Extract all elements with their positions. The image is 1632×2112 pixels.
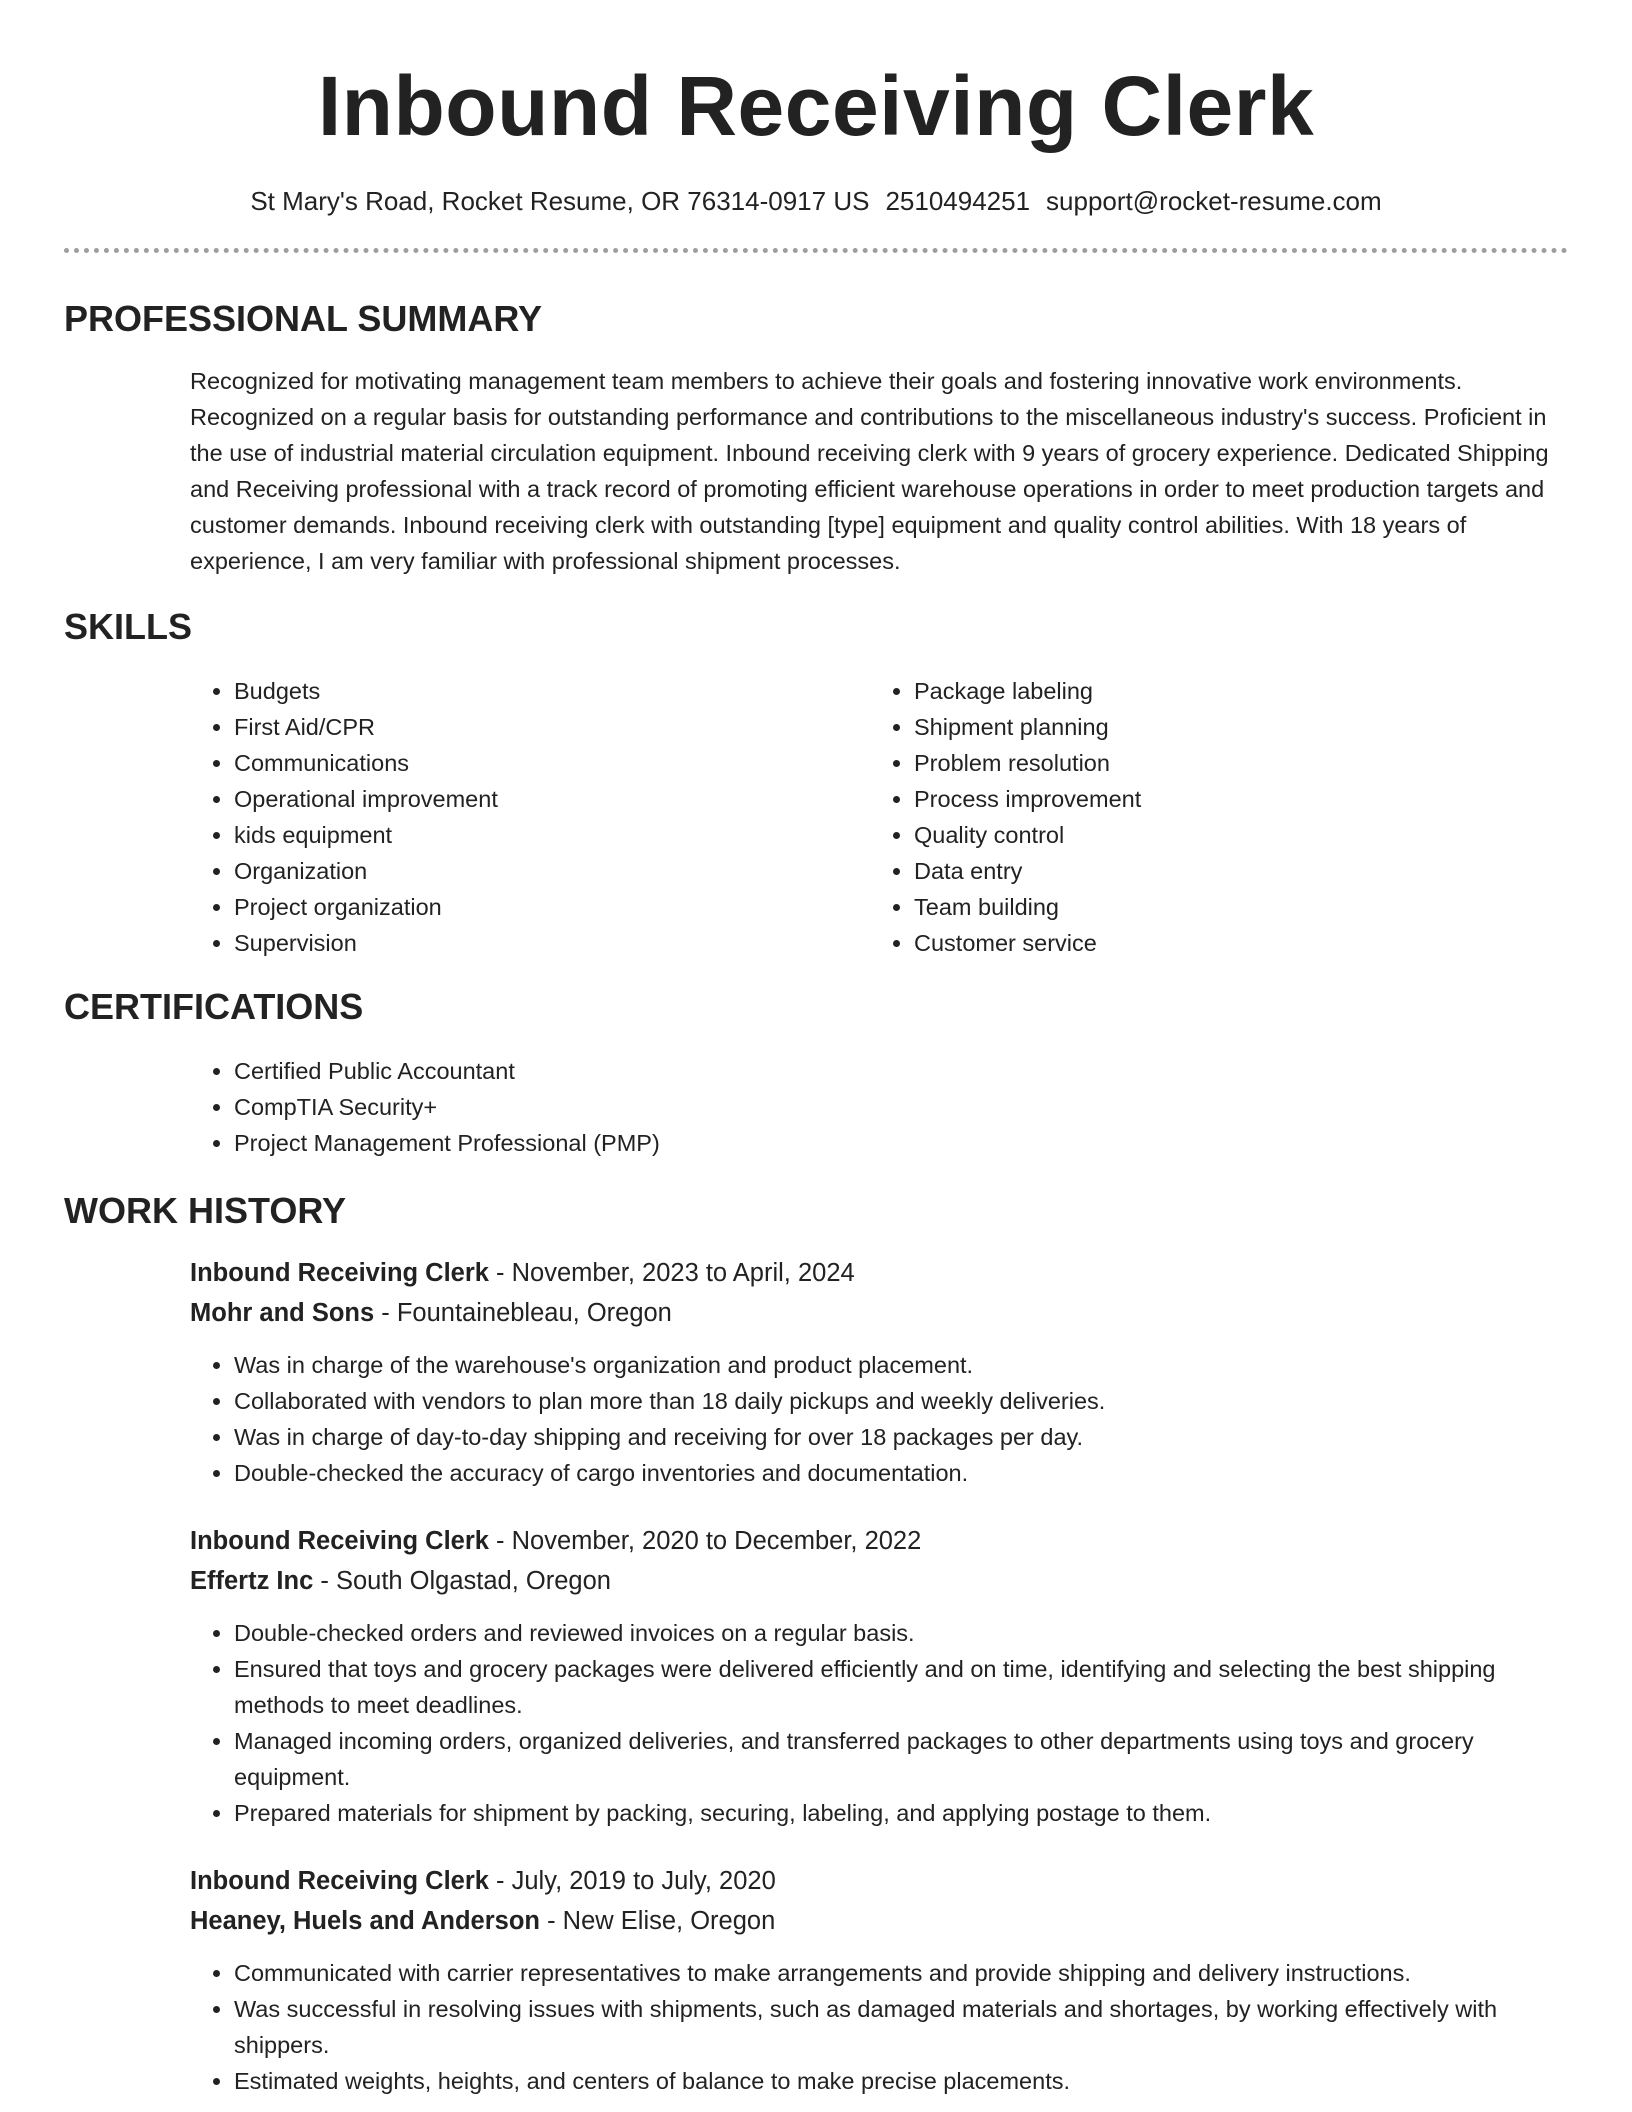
job-company-line: [190, 1293, 1568, 1333]
job-bullet: • Managed incoming orders, organized deliveries, and transferred packages to other departments using toys and grocery equipment.: [234, 1723, 1568, 1795]
skills-list: [190, 673, 1568, 961]
job-company: Heaney, Huels and Anderson: [190, 1907, 541, 1935]
job-company: Effertz Inc: [190, 1567, 314, 1595]
certifications-heading: CERTIFICATIONS: [64, 986, 364, 1027]
job-bullet: • Double-checked orders and reviewed invoices on a regular basis.: [234, 1615, 1568, 1651]
contact-line: [64, 184, 1568, 218]
job-bullet: • Collaborated with vendors to plan more than 18 daily pickups and weekly deliveries.: [234, 1383, 1568, 1419]
job-role: Inbound Receiving Clerk: [190, 1527, 489, 1555]
summary-heading: PROFESSIONAL SUMMARY: [64, 298, 543, 339]
skill-item: • Organization: [234, 853, 870, 889]
job-bullet: • Was in charge of day-to-day shipping and receiving for over 18 packages per day.: [234, 1419, 1568, 1455]
skill-item: • Customer service: [914, 925, 1141, 961]
job-dates: - July, 2019 to July, 2020: [488, 1867, 776, 1895]
job-dates: - November, 2020 to December, 2022: [488, 1527, 922, 1555]
skill-item: • First Aid/CPR: [234, 709, 870, 745]
skills-heading: SKILLS: [64, 606, 193, 647]
job-bullets: [190, 1347, 1568, 1491]
job-bullet: • Estimated weights, heights, and centers of balance to make precise placements.: [234, 2063, 1568, 2099]
summary-text: Recognized for motivating management team members to achieve their goals and fostering innovative work environments. Recognized on a regular basis for outstanding performance and contributions to the miscellaneous industry's success. Proficient in the use of industrial material circulation equipment. Inbound receiving clerk with 9 years of grocery experience. Dedicated Shipping and Receiving professional with a track record of promoting efficient warehouse operations in order to meet production targets and customer demands. Inbound receiving clerk with outstanding [type] equipment and quality control abilities. With 18 years of experience, I am very familiar with professional shipment processes.: [190, 368, 1549, 574]
skill-item: • kids equipment: [234, 817, 870, 853]
job-bullet: • Ensured that toys and grocery packages were delivered efficiently and on time, identifying and selecting the best shipping methods to meet deadlines.: [234, 1651, 1568, 1723]
skill-item: • Project organization: [234, 889, 870, 925]
skill-item: • Package labeling: [914, 673, 1141, 709]
skill-item: • Supervision: [234, 925, 870, 961]
skill-item: • Data entry: [914, 853, 1141, 889]
skill-item: • Team building: [914, 889, 1141, 925]
job-entry: [190, 1521, 1568, 1831]
certifications-list: [190, 1053, 1568, 1161]
job-company: Mohr and Sons: [190, 1299, 375, 1327]
job-bullet: • Communicated with carrier representatives to make arrangements and provide shipping and delivery instructions.: [234, 1955, 1568, 1991]
resume-name: Inbound Receiving Clerk: [317, 59, 1315, 153]
skill-item: • Process improvement: [914, 781, 1141, 817]
job-bullet: • Was in charge of the warehouse's organization and product placement.: [234, 1347, 1568, 1383]
skill-item: • Problem resolution: [914, 745, 1141, 781]
job-company-line: [190, 1561, 1568, 1601]
job-title-line: [190, 1253, 1568, 1293]
skill-item: • Operational improvement: [234, 781, 870, 817]
job-title-line: [190, 1861, 1568, 1901]
job-role: Inbound Receiving Clerk: [190, 1259, 489, 1287]
skills-column-left: [190, 673, 870, 961]
job-company-line: [190, 1901, 1568, 1941]
work-history-heading: WORK HISTORY: [64, 1190, 347, 1231]
job-entry: [190, 1253, 1568, 1491]
job-entry: [190, 1861, 1568, 2099]
job-role: Inbound Receiving Clerk: [190, 1867, 489, 1895]
job-bullets: [190, 1615, 1568, 1831]
skill-item: • Quality control: [914, 817, 1141, 853]
job-bullet: • Prepared materials for shipment by packing, securing, labeling, and applying postage to them.: [234, 1795, 1568, 1831]
certification-item: • Certified Public Accountant: [234, 1053, 1568, 1089]
job-bullet: • Was successful in resolving issues with shipments, such as damaged materials and shortages, by working effectively with shippers.: [234, 1991, 1568, 2063]
contact-email: support@rocket-resume.com: [1046, 186, 1382, 216]
skill-item: • Shipment planning: [914, 709, 1141, 745]
contact-phone: 2510494251: [885, 186, 1031, 216]
job-dates: - November, 2023 to April, 2024: [488, 1259, 855, 1287]
skills-column-right: [870, 673, 1141, 961]
job-bullets: [190, 1955, 1568, 2099]
job-location: - South Olgastad, Oregon: [313, 1567, 611, 1595]
certification-item: • CompTIA Security+: [234, 1089, 1568, 1125]
job-location: - New Elise, Oregon: [540, 1907, 776, 1935]
job-bullet: • Double-checked the accuracy of cargo inventories and documentation.: [234, 1455, 1568, 1491]
certification-item: • Project Management Professional (PMP): [234, 1125, 1568, 1161]
contact-address: St Mary's Road, Rocket Resume, OR 76314-0917 US: [250, 186, 870, 216]
job-title-line: [190, 1521, 1568, 1561]
header-divider: [64, 248, 1568, 253]
skill-item: • Budgets: [234, 673, 870, 709]
skill-item: • Communications: [234, 745, 870, 781]
job-location: - Fountainebleau, Oregon: [374, 1299, 672, 1327]
